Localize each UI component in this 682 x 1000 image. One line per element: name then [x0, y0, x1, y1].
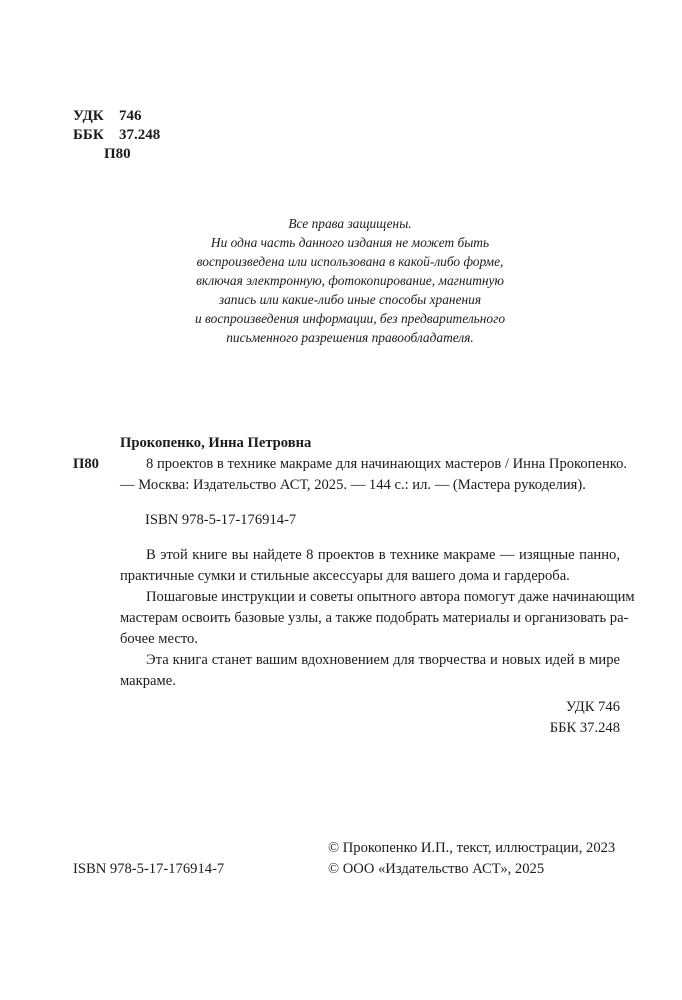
udk-bottom: УДК 746	[565, 699, 620, 715]
isbn-record: ISBN 978-5-17-176914-7	[145, 512, 297, 528]
rights-line: Ни одна часть данного издания не может быть	[210, 235, 490, 250]
bbk-value: 37.248	[119, 127, 161, 143]
isbn-footer: ISBN 978-5-17-176914-7	[73, 861, 225, 877]
description-line: — Москва: Издательство АСТ, 2025. — 144 с.: ил. — (Мастера рукоделия).	[120, 477, 586, 493]
annotation-line: макраме.	[120, 673, 176, 689]
author-mark-top-line	[73, 145, 160, 164]
rights-line: воспроизведена или использована в какой-либо форме,	[196, 254, 504, 269]
udk-line	[73, 107, 160, 126]
udk-label: УДК	[73, 108, 104, 124]
rights-notice	[140, 214, 560, 347]
annotation-line: Эта книга станет вашим вдохновением для творчества и новых идей в мире	[146, 652, 620, 668]
description-line: 8 проектов в технике макраме для начинающих мастеров / Инна Прокопенко.	[146, 456, 628, 472]
bbk-bottom: ББК 37.248	[549, 720, 620, 736]
copyright-author: © Прокопенко И.П., текст, иллюстрации, 2023	[328, 840, 616, 856]
annotation-line: практичные сумки и стильные аксессуары для вашего дома и гардероба.	[120, 568, 570, 584]
author-mark-top: П80	[104, 146, 131, 162]
copyright-publisher: © ООО «Издательство АСТ», 2025	[328, 861, 545, 877]
bbk-label: ББК	[73, 127, 104, 143]
rights-line: запись или какие-либо иные способы хранения	[218, 292, 482, 307]
rights-line: письменного разрешения правообладателя.	[226, 330, 474, 345]
annotation-line: бочее место.	[120, 631, 198, 647]
copyright-block	[328, 838, 615, 880]
classification-bottom	[550, 697, 620, 739]
rights-line: и воспроизведения информации, без предварительного	[194, 311, 506, 326]
rights-line: Все права защищены.	[288, 216, 412, 231]
author-heading: Прокопенко, Инна Петровна	[120, 435, 312, 451]
annotation-line: В этой книге вы найдете 8 проектов в технике макраме — изящные панно,	[146, 547, 620, 563]
udk-value: 746	[119, 108, 142, 124]
annotation-line: Пошаговые инструкции и советы опытного автора помогут даже начинающим	[146, 589, 635, 605]
bibliographic-description	[120, 454, 628, 475]
author-mark: П80	[73, 456, 99, 472]
rights-line: включая электронную, фотокопирование, магнитную	[196, 273, 504, 288]
annotation	[120, 545, 635, 692]
annotation-line: мастерам освоить базовые узлы, а также подобрать материалы и организовать ра-	[120, 610, 629, 626]
classification-top	[73, 107, 160, 164]
bbk-line	[73, 126, 160, 145]
